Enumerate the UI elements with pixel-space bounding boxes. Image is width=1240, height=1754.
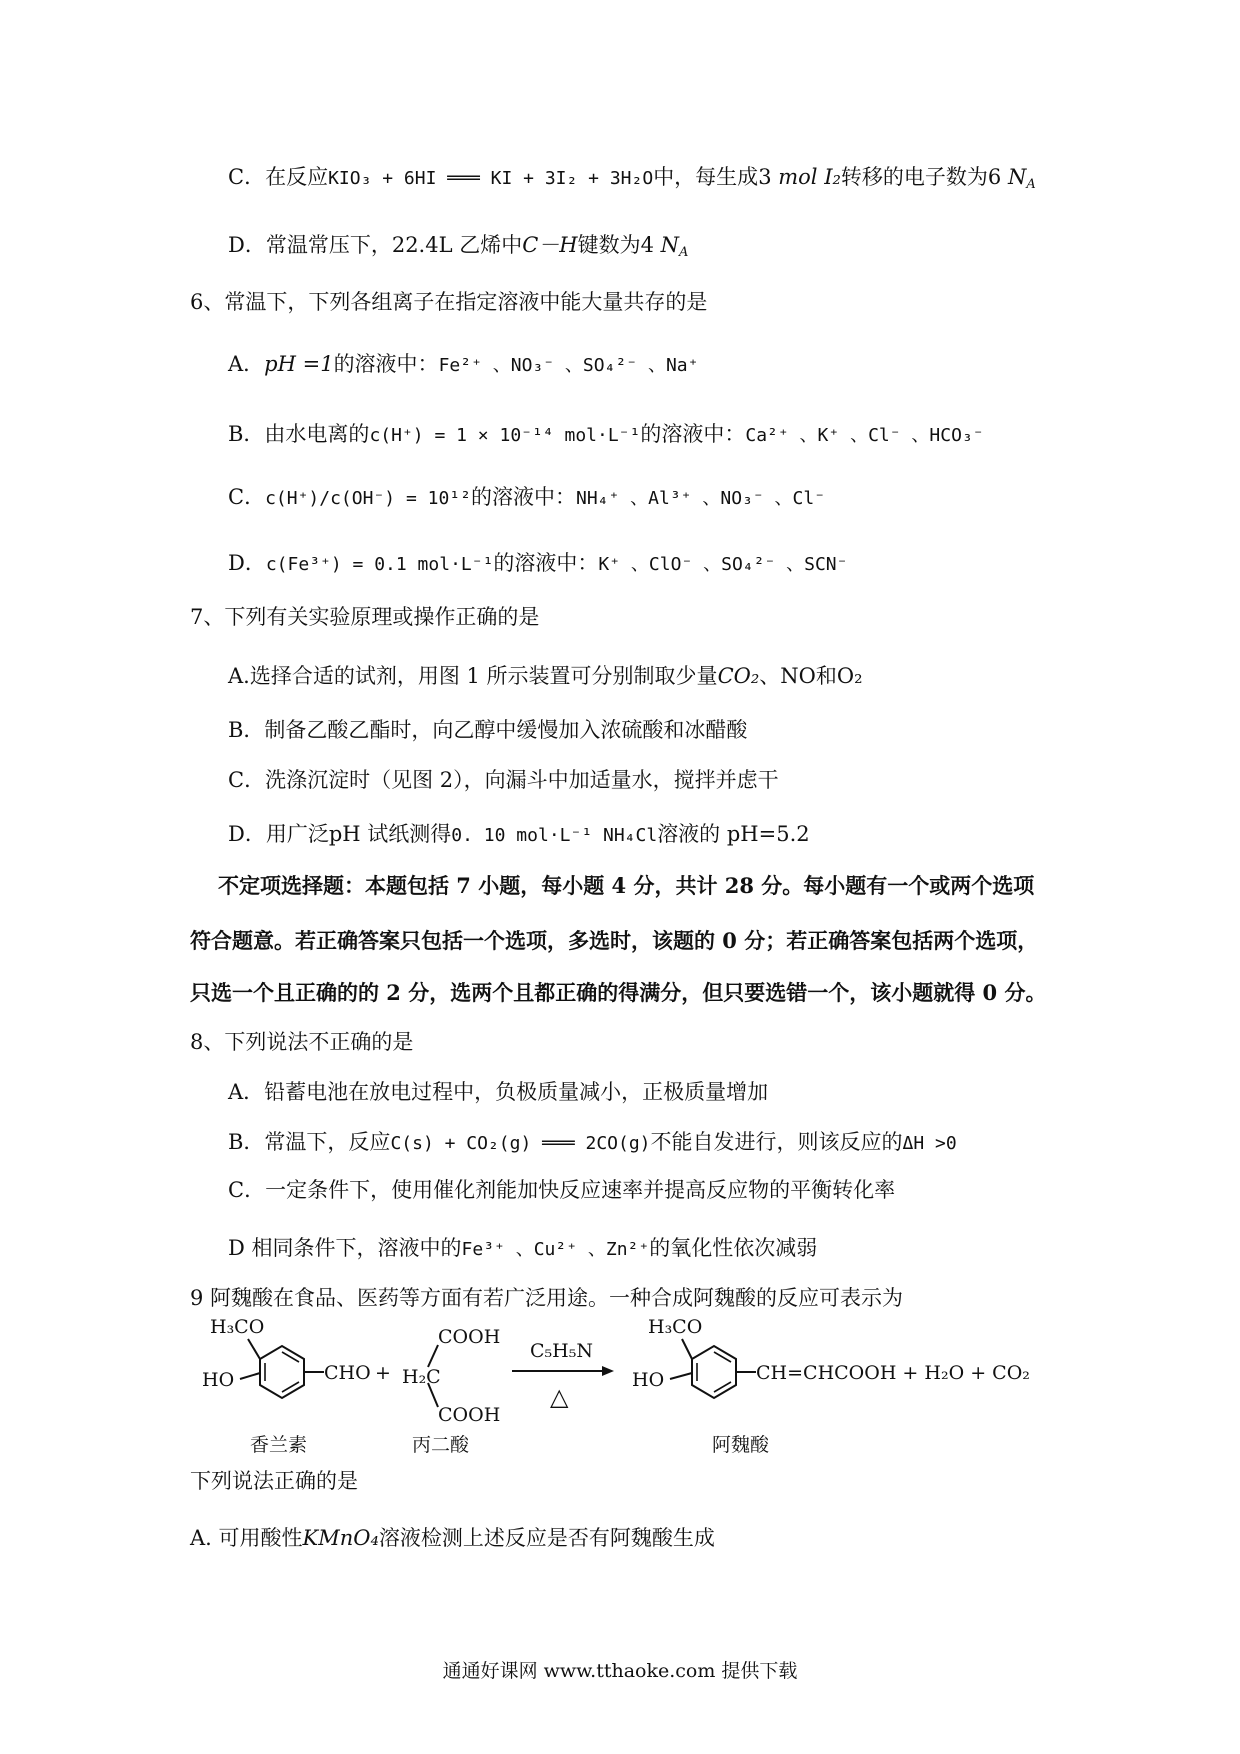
option-text: 的溶液中： (640, 422, 746, 446)
vanillin-methoxy: H₃CO (210, 1316, 265, 1338)
q8-option-c: C．一定条件下，使用催化剂能加快反应速率并提高反应物的平衡转化率 (228, 1178, 896, 1202)
option-text: C．在反应 (228, 165, 329, 189)
option-text: D．用广泛pH 试纸测得 (228, 822, 452, 846)
ion-list: Ca²⁺ 、K⁺ 、Cl⁻ 、HCO₃⁻ (745, 425, 984, 446)
concentration: 0. 10 mol·L⁻¹ NH₄Cl (451, 825, 658, 846)
option-text: 、NO和O₂ (759, 664, 863, 688)
avogadro-symbol: N (1007, 165, 1027, 189)
option-text: 溶液检测上述反应是否有阿魏酸生成 (378, 1526, 715, 1550)
q6-option-d (228, 551, 848, 576)
page-footer: 通通好课网 www.tthaoke.com 提供下载 (442, 1660, 798, 1682)
ion-list: Fe²⁺ 、NO₃⁻ 、SO₄²⁻ 、Na⁺ (438, 355, 699, 376)
reagent: KMnO₄ (302, 1526, 379, 1550)
q8-option-b (228, 1130, 957, 1155)
option-text: B．由水电离的 (228, 422, 370, 446)
q9-option-a (190, 1526, 715, 1551)
option-text: A. 可用酸性 (190, 1526, 303, 1550)
condition: pH =1 (264, 352, 334, 376)
q9-sub-stem: 下列说法正确的是 (190, 1469, 358, 1493)
malonic-carboxyl-top: COOH (438, 1326, 501, 1348)
option-text: D． (228, 551, 266, 575)
vanillin-hydroxyl: HO (202, 1369, 235, 1391)
option-text: D．常温常压下，22.4L 乙烯中 (228, 233, 523, 257)
q6-option-b (228, 422, 984, 447)
condition: c(H⁺)/c(OH⁻) = 10¹² (265, 488, 471, 509)
bond-symbol: C－H (522, 233, 578, 257)
option-text: 的溶液中： (493, 551, 599, 575)
q7-option-b: B．制备乙酸乙酯时，向乙醇中缓慢加入浓硫酸和冰醋酸 (228, 718, 748, 742)
q8-stem: 8、下列说法不正确的是 (190, 1030, 414, 1054)
q8-option-a: A．铅蓄电池在放电过程中，负极质量减小，正极质量增加 (228, 1080, 769, 1104)
q9-stem: 9 阿魏酸在食品、医药等方面有若广泛用途。一种合成阿魏酸的反应可表示为 (190, 1286, 904, 1310)
option-text: D 相同条件下，溶液中的 (228, 1236, 462, 1260)
condition: c(H⁺) = 1 × 10⁻¹⁴ mol·L⁻¹ (369, 425, 641, 446)
q7-stem: 7、下列有关实验原理或操作正确的是 (190, 605, 540, 629)
product-side-chain: CH=CHCOOH + H₂O + CO₂ (756, 1362, 1030, 1384)
q7-option-c: C．洗涤沉淀时（见图 2），向漏斗中加适量水，搅拌并虑干 (228, 768, 779, 792)
option-text: 转移的电子数为6 (840, 165, 1002, 189)
equation: KIO₃ + 6HI ═══ KI + 3I₂ + 3H₂O (328, 168, 654, 189)
equation: C(s) + CO₂(g) ═══ 2CO(g) (390, 1133, 651, 1154)
q7-option-d (228, 822, 810, 847)
option-text: A． (228, 352, 265, 376)
name-ferulic-acid: 阿魏酸 (712, 1434, 770, 1455)
reaction-scheme (190, 1305, 1070, 1455)
vanillin-aldehyde: CHO (324, 1362, 371, 1384)
enthalpy: ΔH >0 (902, 1133, 957, 1154)
option-text: C． (228, 485, 266, 509)
option-text: 键数为4 (577, 233, 654, 257)
vanillin-benzene-ring (260, 1346, 304, 1398)
section-instructions-2: 符合题意。若正确答案只包括一个选项，多选时，该题的 0 分；若正确答案包括两个选项， (190, 928, 1039, 953)
formula: CO₂ (717, 664, 760, 688)
condition: c(Fe³⁺) = 0.1 mol·L⁻¹ (265, 554, 494, 575)
q8-option-d (228, 1236, 817, 1261)
q6-stem: 6、常温下，下列各组离子在指定溶液中能大量共存的是 (190, 290, 708, 314)
product-methoxy: H₃CO (648, 1316, 703, 1338)
section-instructions-1: 不定项选择题：本题包括 7 小题，每小题 4 分，共计 28 分。每小题有一个或两个选项 (218, 873, 1035, 898)
name-malonic-acid: 丙二酸 (412, 1434, 470, 1455)
option-text: 溶液的 pH=5.2 (657, 822, 810, 846)
option-text: 中，每生成 (653, 165, 759, 189)
ion-list: NH₄⁺ 、Al³⁺ 、NO₃⁻ 、Cl⁻ (575, 488, 826, 509)
name-vanillin: 香兰素 (250, 1434, 308, 1455)
q5-option-d (228, 233, 688, 261)
option-text: 的溶液中： (470, 485, 576, 509)
product-benzene-ring (692, 1346, 736, 1398)
product-hydroxyl: HO (632, 1369, 665, 1391)
q7-option-a (228, 664, 863, 689)
malonic-ch2: H₂C (402, 1366, 441, 1388)
ion-list: K⁺ 、ClO⁻ 、SO₄²⁻ 、SCN⁻ (598, 554, 848, 575)
avogadro-subscript: A (679, 245, 689, 260)
ion-list: Fe³⁺ 、Cu²⁺ 、Zn²⁺ (461, 1239, 650, 1260)
q5-option-c (228, 165, 1036, 193)
option-text: B．常温下，反应 (228, 1130, 391, 1154)
unit: mol I₂ (778, 165, 841, 189)
avogadro-subscript: A (1026, 177, 1036, 192)
malonic-carboxyl-bottom: COOH (438, 1404, 501, 1426)
option-text: A.选择合适的试剂，用图 1 所示装置可分别制取少量 (228, 664, 718, 688)
section-instructions-3: 只选一个且正确的的 2 分，选两个且都正确的得满分，但只要选错一个，该小题就得 0 分。 (190, 980, 1047, 1005)
q6-option-a (228, 352, 698, 377)
heat-symbol: △ (550, 1383, 569, 1411)
avogadro-symbol: N (660, 233, 680, 257)
option-text: 不能自发进行，则该反应的 (650, 1130, 903, 1154)
catalyst: C₅H₅N (530, 1340, 593, 1362)
option-text: 的氧化性依次减弱 (649, 1236, 818, 1260)
q6-option-c (228, 485, 825, 510)
plus-sign: + (375, 1362, 391, 1384)
amount: 3 (758, 165, 772, 189)
option-text: 的溶液中： (333, 352, 439, 376)
